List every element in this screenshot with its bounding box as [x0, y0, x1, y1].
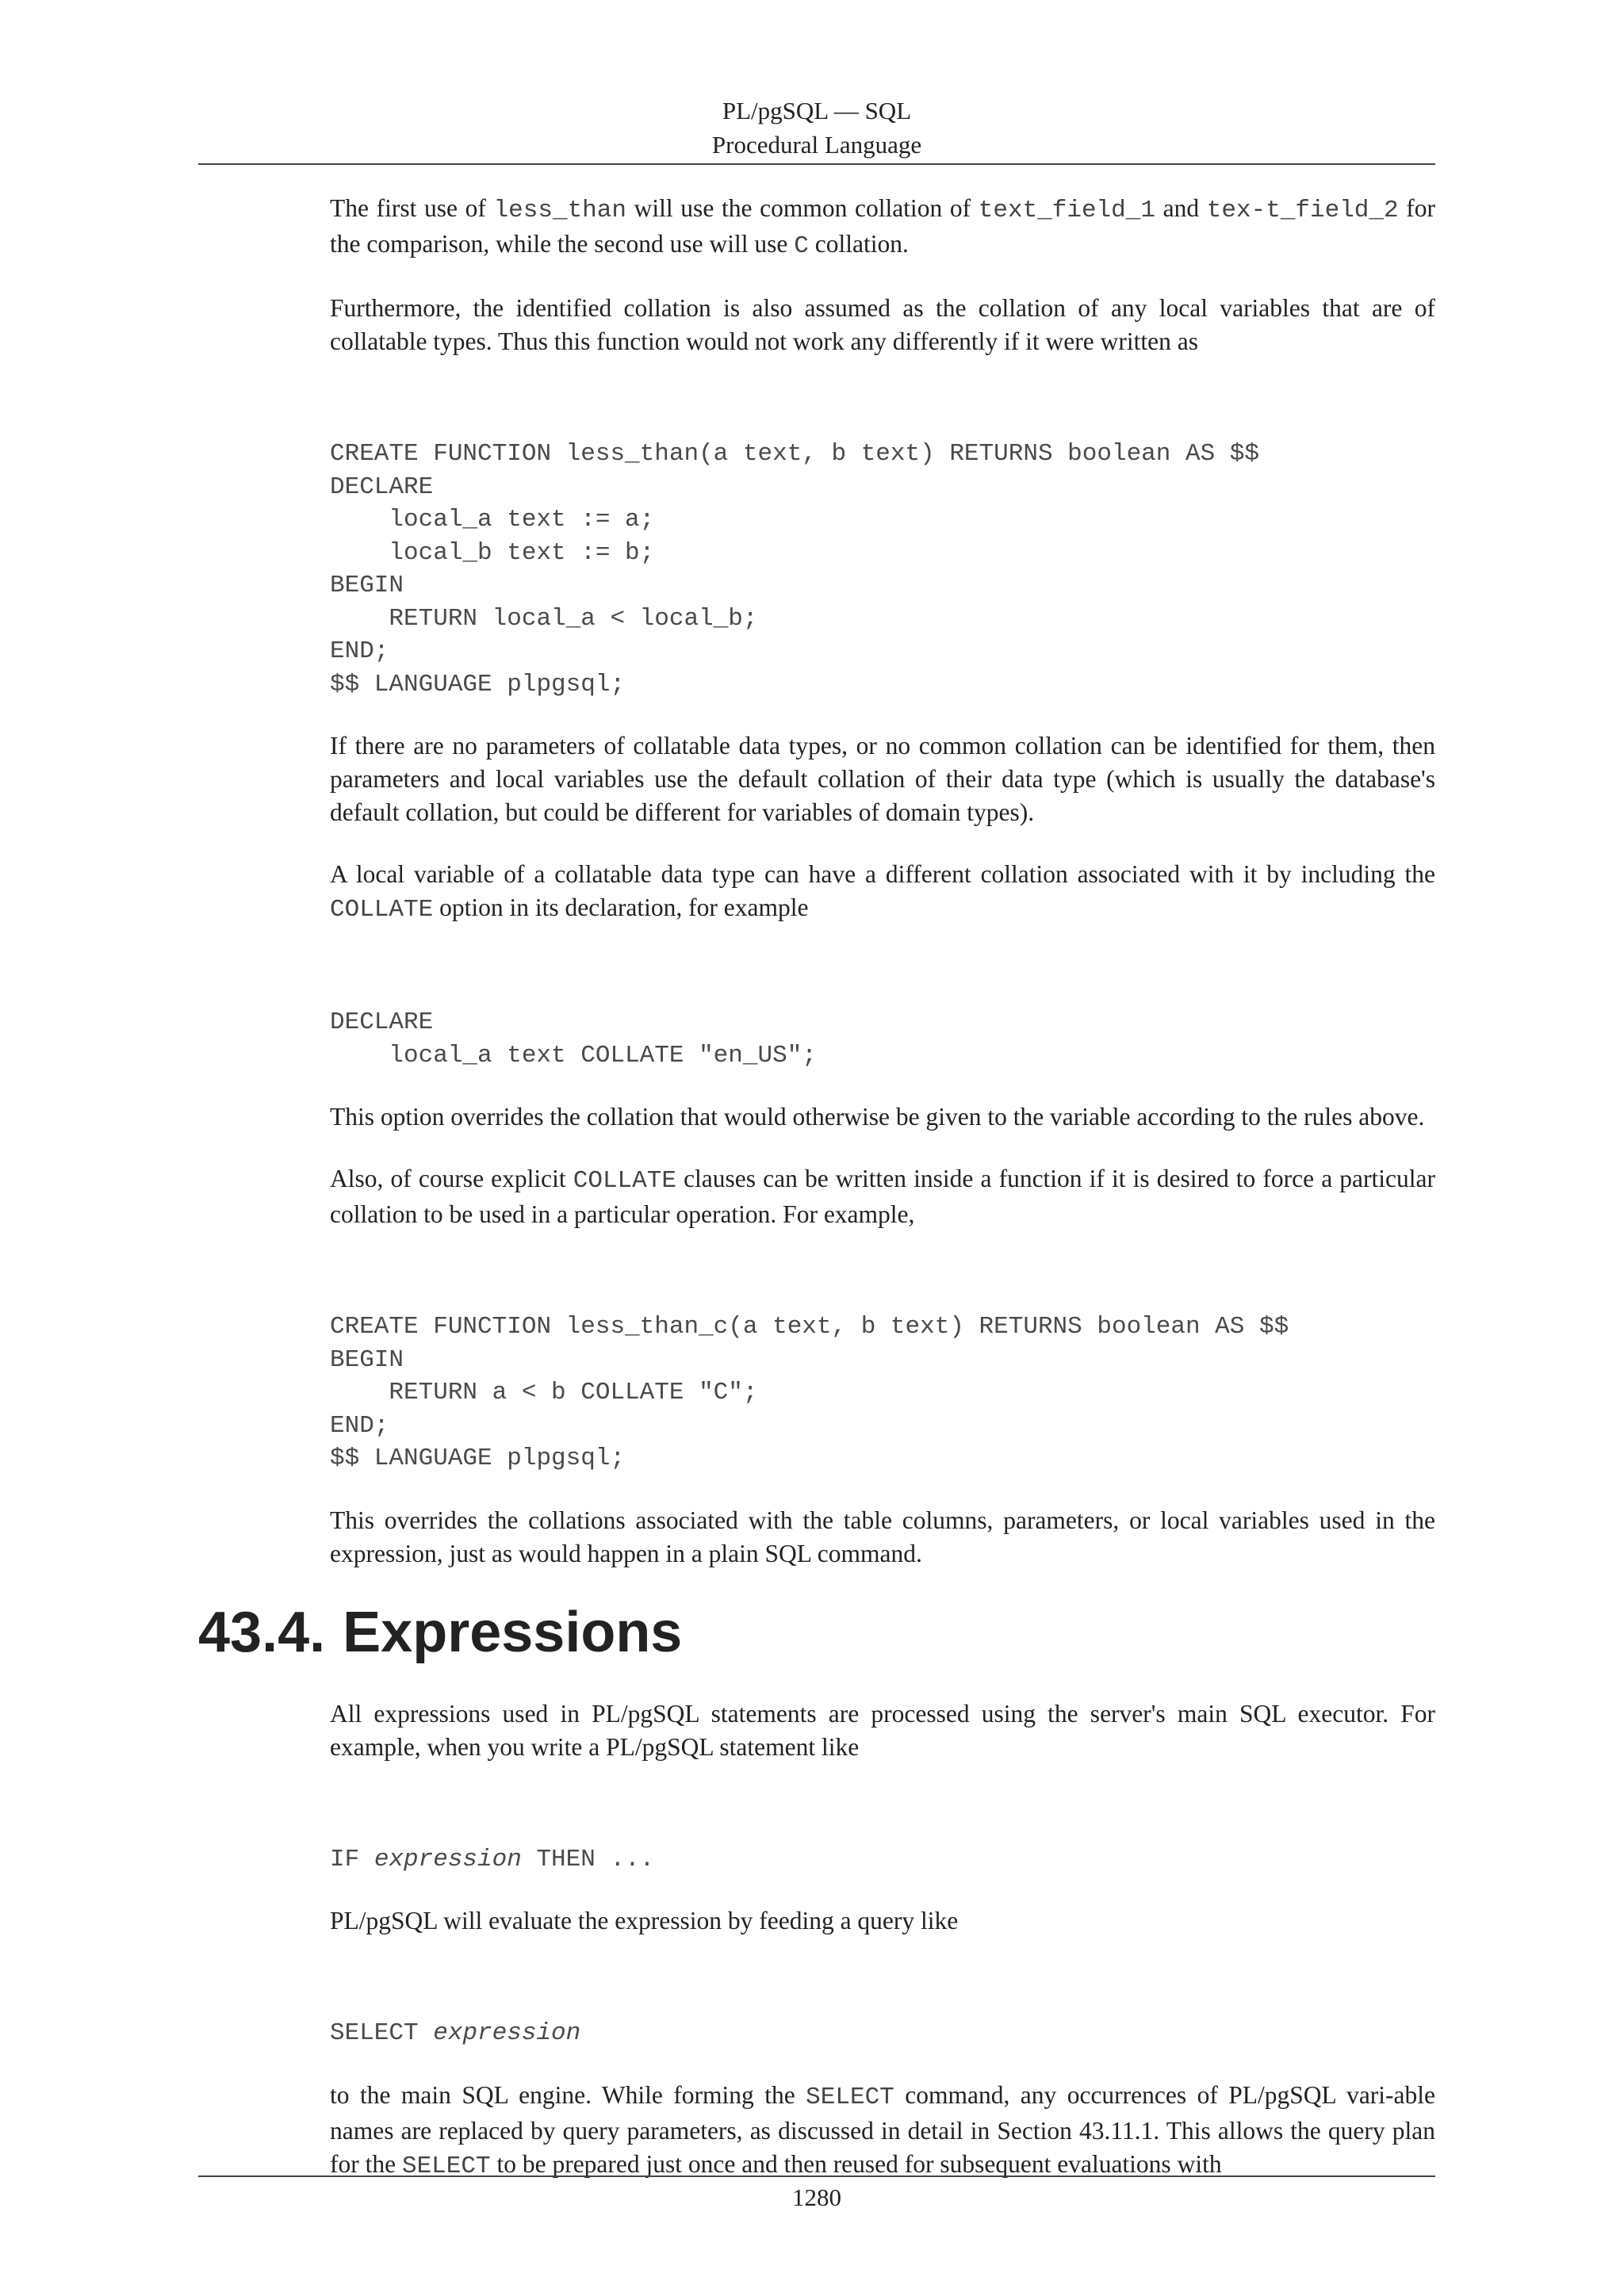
paragraph-common-collation: The first use of less_than will use the common collation of text_field_1 and tex-t_field_2 for the comparison, while the second use will use C collation. — [330, 194, 1436, 260]
paragraph-option-overrides: This option overrides the collation that would otherwise be given to the variable according to the rules above. — [330, 1103, 1425, 1131]
code-line: local_a text := a; — [330, 506, 655, 534]
inline-code-select: SELECT — [401, 2152, 491, 2180]
paragraph-local-variables: Furthermore, the identified collation is also assumed as the collation of any local variables that are of collatable types. Thus this function would not work any differently if it were written as — [330, 294, 1435, 355]
code-placeholder: expression — [433, 2019, 581, 2047]
code-line: CREATE FUNCTION less_than_c(a text, b text) RETURNS boolean AS $$ — [330, 1313, 1289, 1341]
inline-code-less-than: less_than — [493, 197, 626, 224]
section-heading — [198, 1599, 1435, 1666]
code-line: CREATE FUNCTION less_than(a text, b text) RETURNS boolean AS $$ — [330, 440, 1259, 468]
code-line: END; — [330, 637, 389, 665]
header-title-line-1: PL/pgSQL — SQL — [722, 97, 912, 124]
inline-code-text-field-2: tex-t_field_2 — [1206, 197, 1399, 224]
code-line: RETURN a < b COLLATE "C"; — [330, 1379, 758, 1406]
code-line: $$ LANGUAGE plpgsql; — [330, 1445, 626, 1472]
header-divider — [198, 163, 1435, 165]
code-line: RETURN local_a < local_b; — [330, 604, 758, 633]
code-block-select-expression — [330, 1966, 1435, 2050]
paragraph-explicit-collate: Also, of course explicit COLLATE clauses can be written inside a function if it is desired to force a particular collation to be used in a particular operation. For example, — [330, 1165, 1435, 1228]
header-title-line-2: Procedural Language — [711, 131, 922, 159]
paragraph-expressions-intro: All expressions used in PL/pgSQL statements are processed using the server's main SQL executor. For example, when you write a PL/pgSQL statement like — [330, 1699, 1435, 1761]
page-number: 1280 — [792, 2183, 841, 2211]
section-number: 43.4. — [198, 1600, 326, 1664]
code-line: IF expression THEN ... — [330, 1845, 655, 1873]
page-body — [198, 192, 1436, 2212]
code-line: DECLARE — [330, 473, 434, 501]
paragraph-default-collation: If there are no parameters of collatable data types, or no common collation can be identified for them, then parameters and local variables use the default collation of their data type (which is usually the database's default collation, but could be different for variables of domain types). — [330, 732, 1435, 826]
inline-code-collate: COLLATE — [330, 896, 434, 924]
paragraph-main-sql-engine: to the main SQL engine. While forming the SELECT command, any occurrences of PL/pgSQL vari-able names are replaced by query parameters, as discussed in detail in Section 43.11.1. This allows the query plan for the SELECT to be prepared just once and then reused for subsequent evaluations with — [330, 2080, 1435, 2180]
code-line: local_a text COLLATE "en_US"; — [330, 1041, 817, 1070]
inline-code-text-field-1: text_field_1 — [978, 197, 1155, 224]
code-block-if-expression — [330, 1793, 1435, 1877]
code-block-less-than — [330, 387, 1435, 701]
inline-code-select: SELECT — [806, 2083, 894, 2111]
inline-code-c: C — [794, 232, 809, 260]
code-line: $$ LANGUAGE plpgsql; — [330, 670, 626, 698]
paragraph-collate-option: A local variable of a collatable data type can have a different collation associated with it by including the COLLATE option in its declaration, for example — [330, 860, 1435, 924]
code-line: BEGIN — [330, 1345, 404, 1374]
code-line: END; — [330, 1411, 389, 1440]
paragraph-evaluate-query: PL/pgSQL will evaluate the expression by feeding a query like — [330, 1907, 959, 1934]
paragraph-overrides-collations: This overrides the collations associated with the table columns, parameters, or local variables used in the expression, just as would happen in a plain SQL command. — [330, 1506, 1435, 1567]
code-line: DECLARE — [330, 1008, 434, 1036]
inline-code-collate: COLLATE — [573, 1167, 676, 1195]
code-line: local_b text := b; — [330, 538, 655, 567]
running-header — [198, 94, 1435, 162]
code-block-less-than-c — [330, 1260, 1435, 1475]
code-placeholder: expression — [373, 1845, 522, 1873]
code-block-declare — [330, 955, 1435, 1072]
code-line: SELECT expression — [330, 2019, 581, 2047]
section-title-text: Expressions — [343, 1600, 683, 1664]
code-line: BEGIN — [330, 572, 404, 599]
footer-divider — [198, 2175, 1435, 2177]
